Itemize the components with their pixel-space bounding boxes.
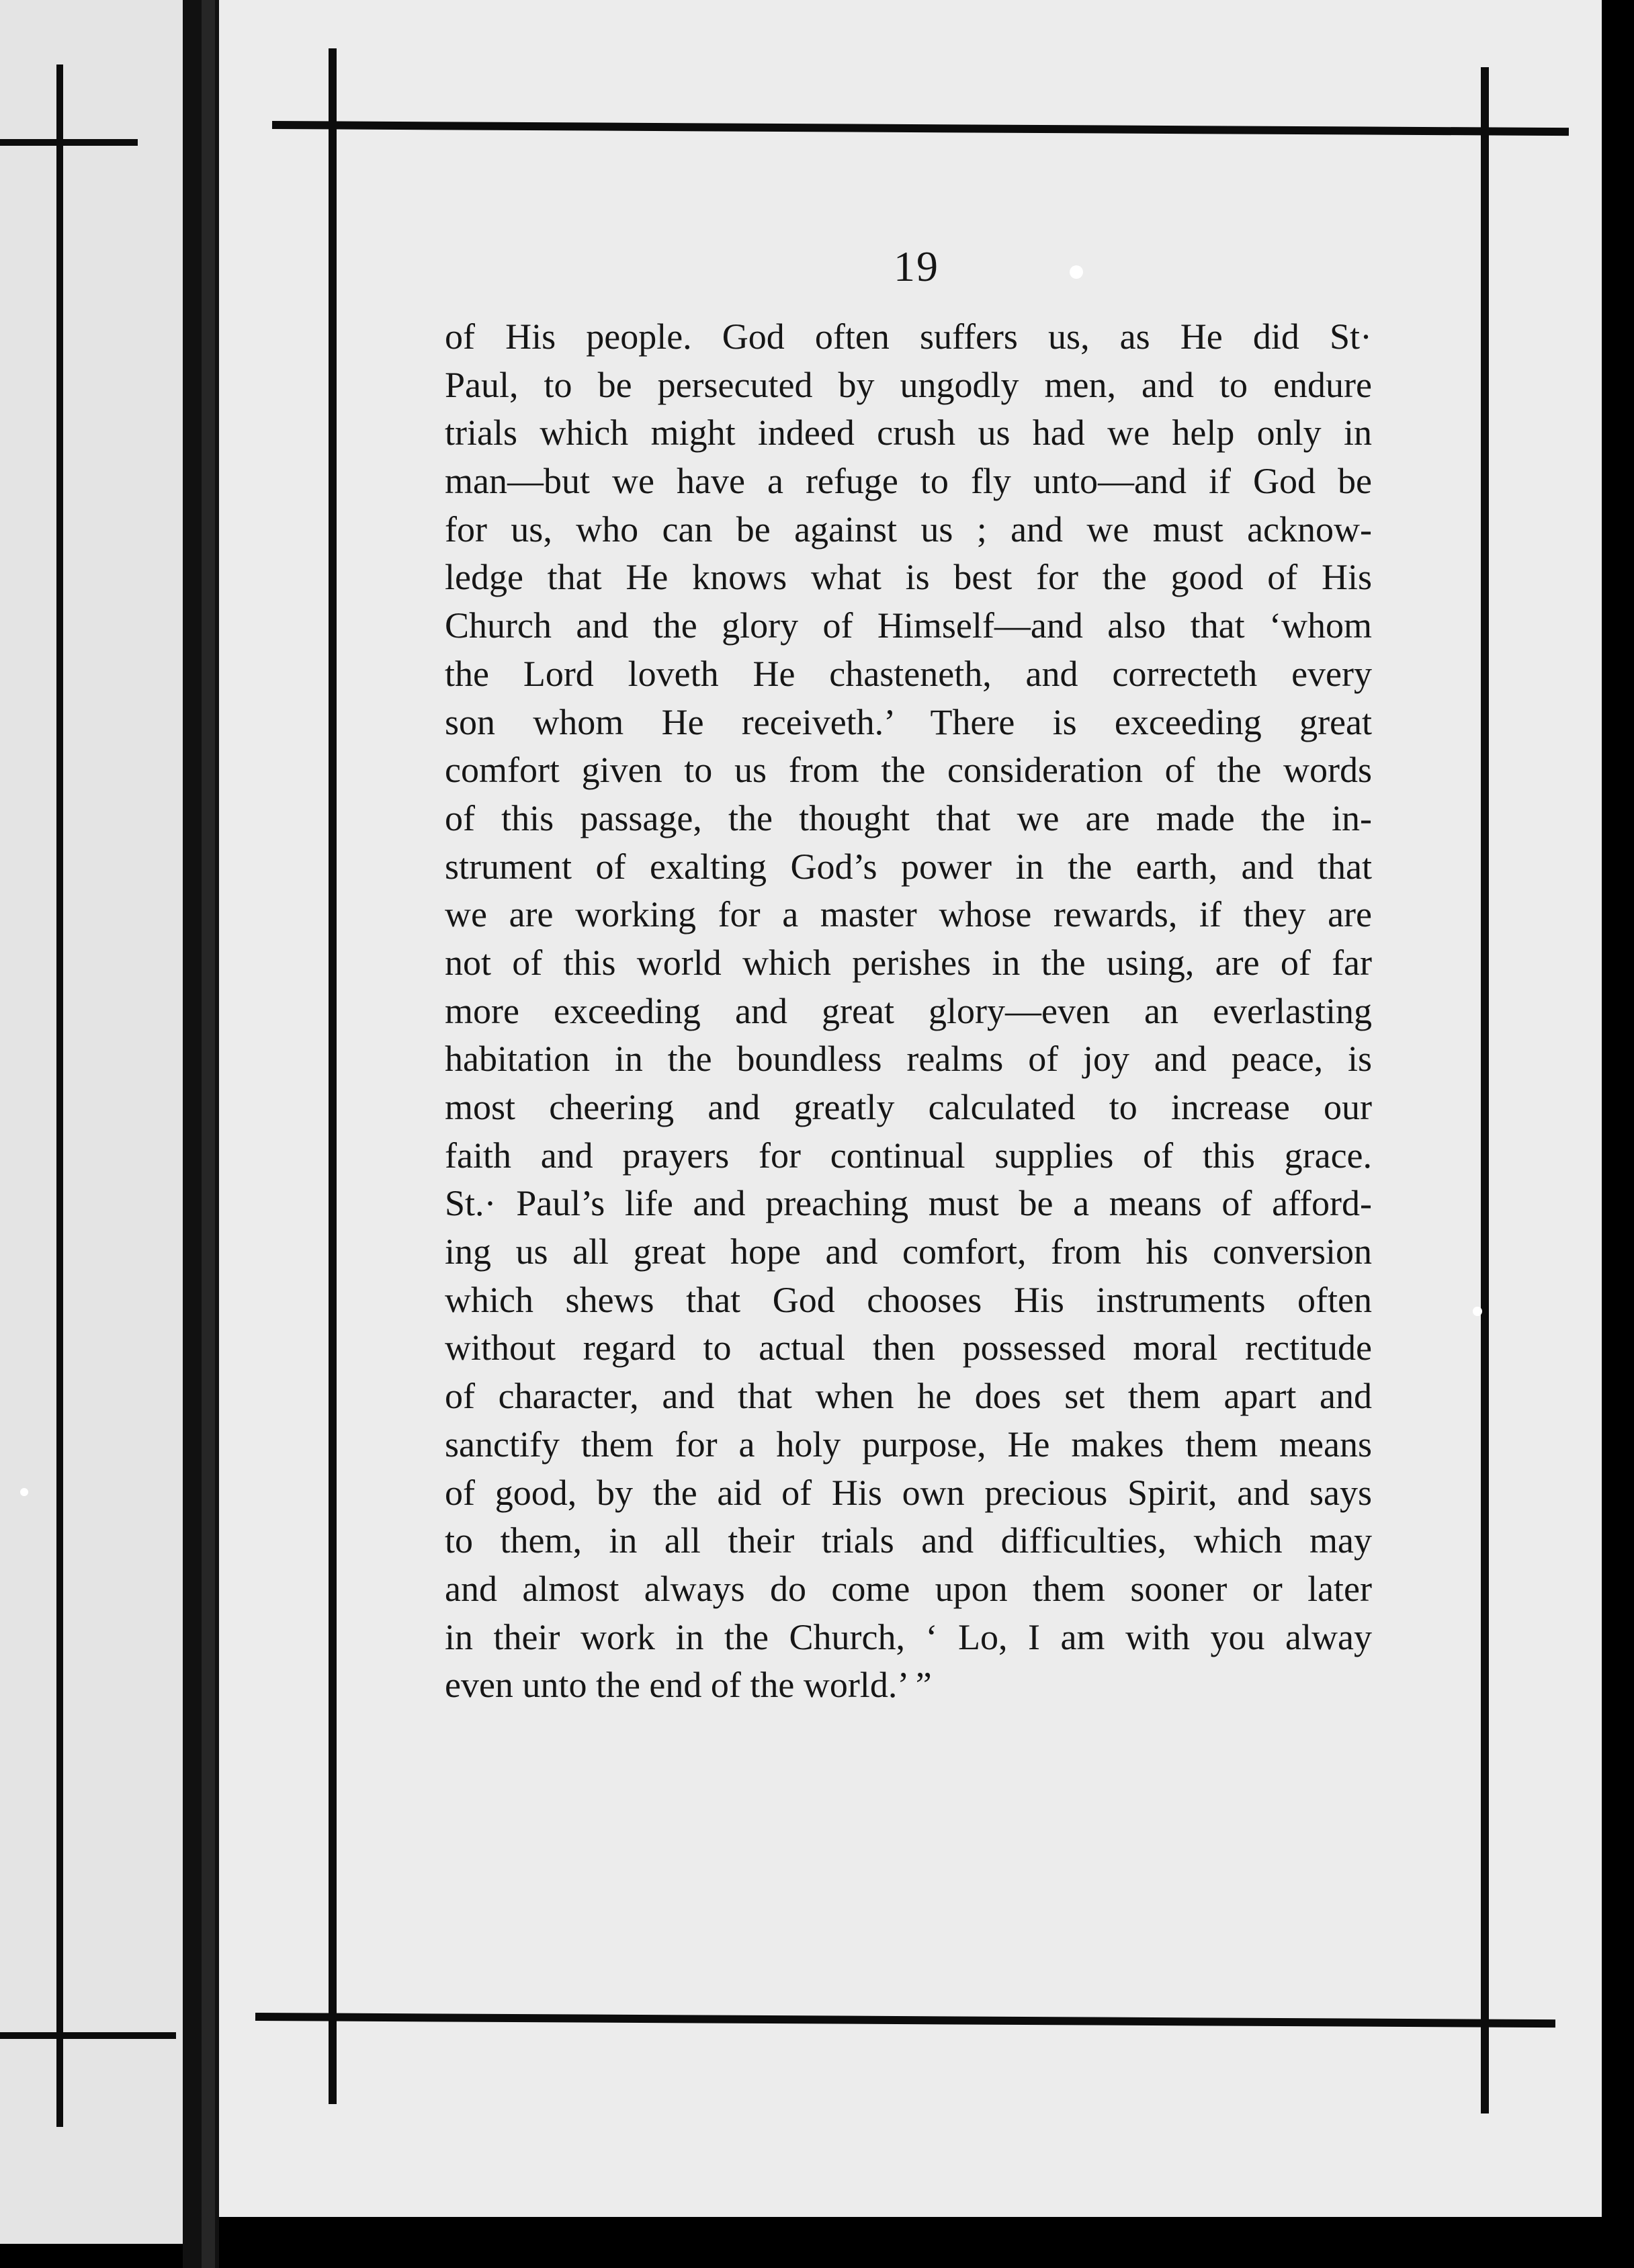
text-line: comfort given to us from the consideration of the words: [445, 750, 1372, 791]
paper-speck: [1473, 1307, 1482, 1316]
text-line: sanctify them for a holy purpose, He makes them means: [445, 1424, 1372, 1465]
body-text: [445, 313, 1372, 1710]
text-line: St.· Paul’s life and preaching must be a means of afford-: [445, 1183, 1372, 1224]
text-line: of this passage, the thought that we are made the in-: [445, 797, 1372, 838]
text-line: strument of exalting God’s power in the earth, and that: [445, 846, 1372, 887]
text-line: man—but we have a refuge to fly unto—and if God be: [445, 461, 1372, 502]
text-line: for us, who can be against us ; and we must acknow-: [445, 509, 1372, 550]
left-page-top-rule: [0, 139, 138, 146]
text-line: Paul, to be persecuted by ungodly men, and to endure: [445, 364, 1372, 405]
text-line: without regard to actual then possessed moral rectitude: [445, 1327, 1372, 1368]
text-line: the Lord loveth He chasteneth, and correcteth every: [445, 653, 1372, 694]
left-page-bottom-rule: [0, 2032, 176, 2039]
page-left-border-rule: [329, 48, 337, 2104]
text-line: we are working for a master whose rewards, if they are: [445, 894, 1372, 935]
text-line: faith and prayers for continual supplies of this grace.: [445, 1135, 1372, 1176]
text-line: not of this world which perishes in the using, are of far: [445, 942, 1372, 983]
previous-page-edge: [0, 0, 202, 2244]
gutter-shadow: [202, 0, 215, 2268]
text-line: of character, and that when he does set them apart and: [445, 1376, 1372, 1417]
text-line: of good, by the aid of His own precious Spirit, and says: [445, 1472, 1372, 1513]
paper-speck: [20, 1488, 28, 1496]
page-right-border-rule: [1481, 67, 1489, 2113]
text-line: in their work in the Church, ‘ Lo, I am with you alway: [445, 1616, 1372, 1657]
text-line: to them, in all their trials and difficulties, which may: [445, 1520, 1372, 1561]
page-number: 19: [894, 243, 939, 290]
text-line: most cheering and greatly calculated to increase our: [445, 1087, 1372, 1127]
text-line: of His people. God often suffers us, as He did St·: [445, 316, 1372, 357]
text-line: habitation in the boundless realms of joy and peace, is: [445, 1039, 1372, 1080]
text-line: which shews that God chooses His instruments often: [445, 1279, 1372, 1320]
text-line: son whom He receiveth.’ There is exceeding great: [445, 701, 1372, 742]
text-line: more exceeding and great glory—even an everlasting: [445, 990, 1372, 1031]
text-line: ing us all great hope and comfort, from his conversion: [445, 1231, 1372, 1272]
text-line: and almost always do come upon them sooner or later: [445, 1568, 1372, 1609]
text-line: trials which might indeed crush us had we help only in: [445, 412, 1372, 453]
text-line: ledge that He knows what is best for the good of His: [445, 557, 1372, 598]
text-line: even unto the end of the world.’ ”: [445, 1665, 932, 1706]
paper-speck: [1070, 265, 1083, 279]
text-line: Church and the glory of Himself—and also that ‘whom: [445, 605, 1372, 646]
left-page-border-rule: [56, 64, 63, 2127]
